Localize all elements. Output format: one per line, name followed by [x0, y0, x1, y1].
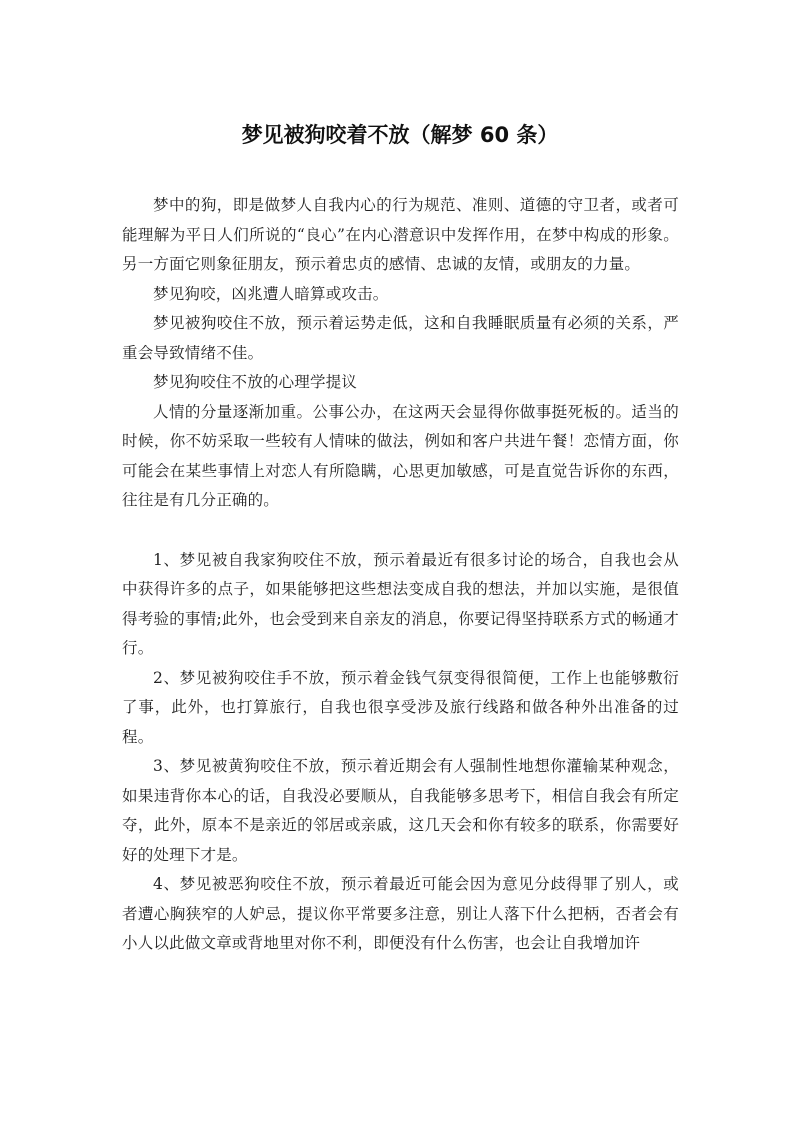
list-item: 2、梦见被狗咬住手不放，预示着金钱气氛变得很简便，工作上也能够敷衍了事，此外，也打算旅行，自我也很享受涉及旅行线路和做各种外出准备的过程。 [122, 668, 679, 746]
list-item: 3、梦见被黄狗咬住不放，预示着近期会有人强制性地想你灌输某种观念，如果违背你本心的话，自我没必要顺从，自我能够多思考下，相信自我会有所定夺，此外，原本不是亲近的邻居或亲戚，这几天会和你有较多的联系，你需要好好的处理下才是。 [122, 757, 679, 864]
intro-paragraph: 梦见狗咬，凶兆遭人暗算或攻击。 [153, 284, 389, 303]
page-title: 梦见被狗咬着不放（解梦 60 条） [241, 123, 559, 147]
section-heading: 梦见狗咬住不放的心理学提议 [153, 373, 358, 391]
list-item: 4、梦见被恶狗咬住不放，预示着最近可能会因为意见分歧得罪了别人，或者遭心胸狭窄的人妒忌，提议你平常要多注意，别让人落下什么把柄，否者会有小人以此做文章或背地里对你不利，即便没有什么伤害，也会让自我增加许 [122, 875, 679, 952]
intro-paragraph: 梦见被狗咬住不放，预示着运势走低，这和自我睡眠质量有必须的关系，严重会导致情绪不佳。 [122, 314, 679, 362]
intro-paragraph: 人情的分量逐渐加重。公事公办，在这两天会显得你做事挺死板的。适当的时候，你不妨采取一些较有人情味的做法，例如和客户共进午餐！恋情方面，你可能会在某些事情上对恋人有所隐瞒，心思更加敏感，可是直觉告诉你的东西，往往是有几分正确的。 [122, 402, 679, 509]
intro-paragraph: 梦中的狗，即是做梦人自我内心的行为规范、准则、道德的守卫者，或者可能理解为平日人们所说的“良心”在内心潜意识中发挥作用，在梦中构成的形象。另一方面它则象征朋友，预示着忠贞的感情、忠诚的友情，或朋友的力量。 [122, 196, 679, 273]
document-body [122, 191, 679, 959]
list-item: 1、梦见被自我家狗咬住不放，预示着最近有很多讨论的场合，自我也会从中获得许多的点子，如果能够把这些想法变成自我的想法，并加以实施，是很值得考验的事情;此外，也会受到来自亲友的消息，你要记得坚持联系方式的畅通才行。 [122, 550, 679, 657]
paragraph-spacer [122, 516, 679, 546]
